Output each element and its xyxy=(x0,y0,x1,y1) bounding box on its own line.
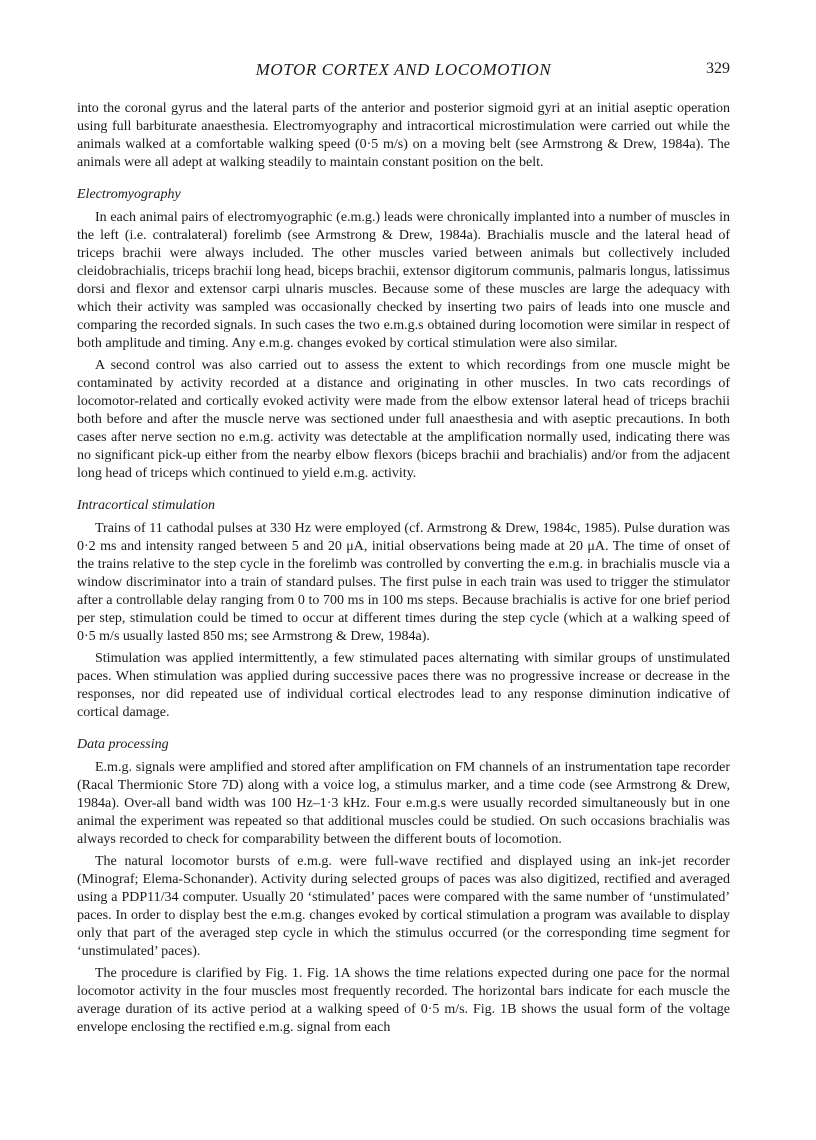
journal-page xyxy=(77,60,730,1037)
running-title: MOTOR CORTEX AND LOCOMOTION xyxy=(255,60,552,79)
section xyxy=(77,186,730,483)
paragraph: Trains of 11 cathodal pulses at 330 Hz were employed (cf. Armstrong & Drew, 1984c, 1985). Pulse duration was 0·2 ms and intensity ranged between 5 and 20 μA, initial observations being made at 20 μA. The time of onset of the trains relative to the step cycle in the forelimb was controlled by converting the e.m.g. in brachialis muscle via a window discriminator into a train of standard pulses. The first pulse in each train was used to trigger the stimulator after a controllable delay ranging from 0 to 700 ms in 100 ms steps. Because brachialis is active for one brief period per step, stimulation could be timed to occur at different times during the step cycle (which at a walking speed of 0·5 m/s usually lasted 850 ms; see Armstrong & Drew, 1984a). xyxy=(77,521,730,644)
section xyxy=(77,100,730,172)
section xyxy=(77,497,730,722)
paragraph: The procedure is clarified by Fig. 1. Fig. 1A shows the time relations expected during one pace for the normal locomotor activity in the four muscles most frequently recorded. The horizontal bars indicate for each muscle the average duration of its active period at a walking speed of 0·5 m/s. Fig. 1B shows the usual form of the voltage envelope enclosing the rectified e.m.g. signal from each xyxy=(77,966,730,1035)
section-heading: Electromyography xyxy=(77,187,181,202)
article-body xyxy=(77,100,730,1037)
section-heading: Data processing xyxy=(77,737,169,752)
page-number: 329 xyxy=(706,60,730,77)
page-header xyxy=(77,60,730,86)
paragraph: In each animal pairs of electromyographic (e.m.g.) leads were chronically implanted into a number of muscles in the left (i.e. contralateral) forelimb (see Armstrong & Drew, 1984a). Brachialis muscle and the lateral head of triceps brachii were always included. The other muscles varied between animals but collectively included cleidobrachialis, triceps brachii long head, biceps brachii, extensor digitorum communis, palmaris longus, latissimus dorsi and flexor and extensor carpi ulnaris muscles. Because some of these muscles are large the adequacy with which their activity was sampled was occasionally checked by inserting two pairs of leads into one muscle and comparing the recorded signals. In such cases the two e.m.g.s obtained during locomotion were similar in respect of both amplitude and timing. Any e.m.g. changes evoked by cortical stimulation were also similar. xyxy=(77,210,730,351)
section xyxy=(77,736,730,1037)
paragraph: E.m.g. signals were amplified and stored after amplification on FM channels of an instrumentation tape recorder (Racal Thermionic Store 7D) along with a voice log, a stimulus marker, and a time code (see Armstrong & Drew, 1984a). Over-all band width was 100 Hz–1·3 kHz. Four e.m.g.s were usually recorded simultaneously but in one animal the experiment was repeated so that additional muscles could be studied. On such occasions brachialis was always recorded to check for comparability between the different bouts of locomotion. xyxy=(77,760,730,847)
paragraph: A second control was also carried out to assess the extent to which recordings from one muscle might be contaminated by activity recorded at a distance and originating in other muscles. In two cats recordings of locomotor-related and cortically evoked activity were made from the elbow extensor lateral head of triceps brachii both before and after the muscle nerve was sectioned under full anaesthesia and with aseptic precautions. In both cases after nerve section no e.m.g. activity was detectable at the amplification normally used, indicating there was no significant pick-up either from the nearby elbow flexors (biceps brachii and brachialis) and/or from the adjacent long head of triceps which continued to yield e.m.g. activity. xyxy=(77,358,730,481)
paragraph: The natural locomotor bursts of e.m.g. were full-wave rectified and displayed using an ink-jet recorder (Minograf; Elema-Schonander). Activity during selected groups of paces was also digitized, rectified and averaged using a PDP11/34 computer. Usually 20 ‘stimulated’ paces were compared with the same number of ‘unstimulated’ paces. In order to display best the e.m.g. changes evoked by cortical stimulation a program was available to display only that part of the averaged step cycle in which the stimulus occurred (or the corresponding time segment for ‘unstimulated’ paces). xyxy=(77,854,730,959)
paragraph: Stimulation was applied intermittently, a few stimulated paces alternating with similar groups of unstimulated paces. When stimulation was applied during successive paces there was no progressive increase or decrease in the responses, nor did repeated use of individual cortical electrodes lead to any response diminution indicative of cortical damage. xyxy=(77,651,730,720)
section-heading: Intracortical stimulation xyxy=(77,498,216,513)
paragraph: into the coronal gyrus and the lateral parts of the anterior and posterior sigmoid gyri at an initial aseptic operation using full barbiturate anaesthesia. Electromyography and intracortical microstimulation were carried out while the animals walked at a comfortable walking speed (0·5 m/s) on a moving belt (see Armstrong & Drew, 1984a). The animals were all adept at walking steadily to maintain constant position on the belt. xyxy=(77,101,730,170)
